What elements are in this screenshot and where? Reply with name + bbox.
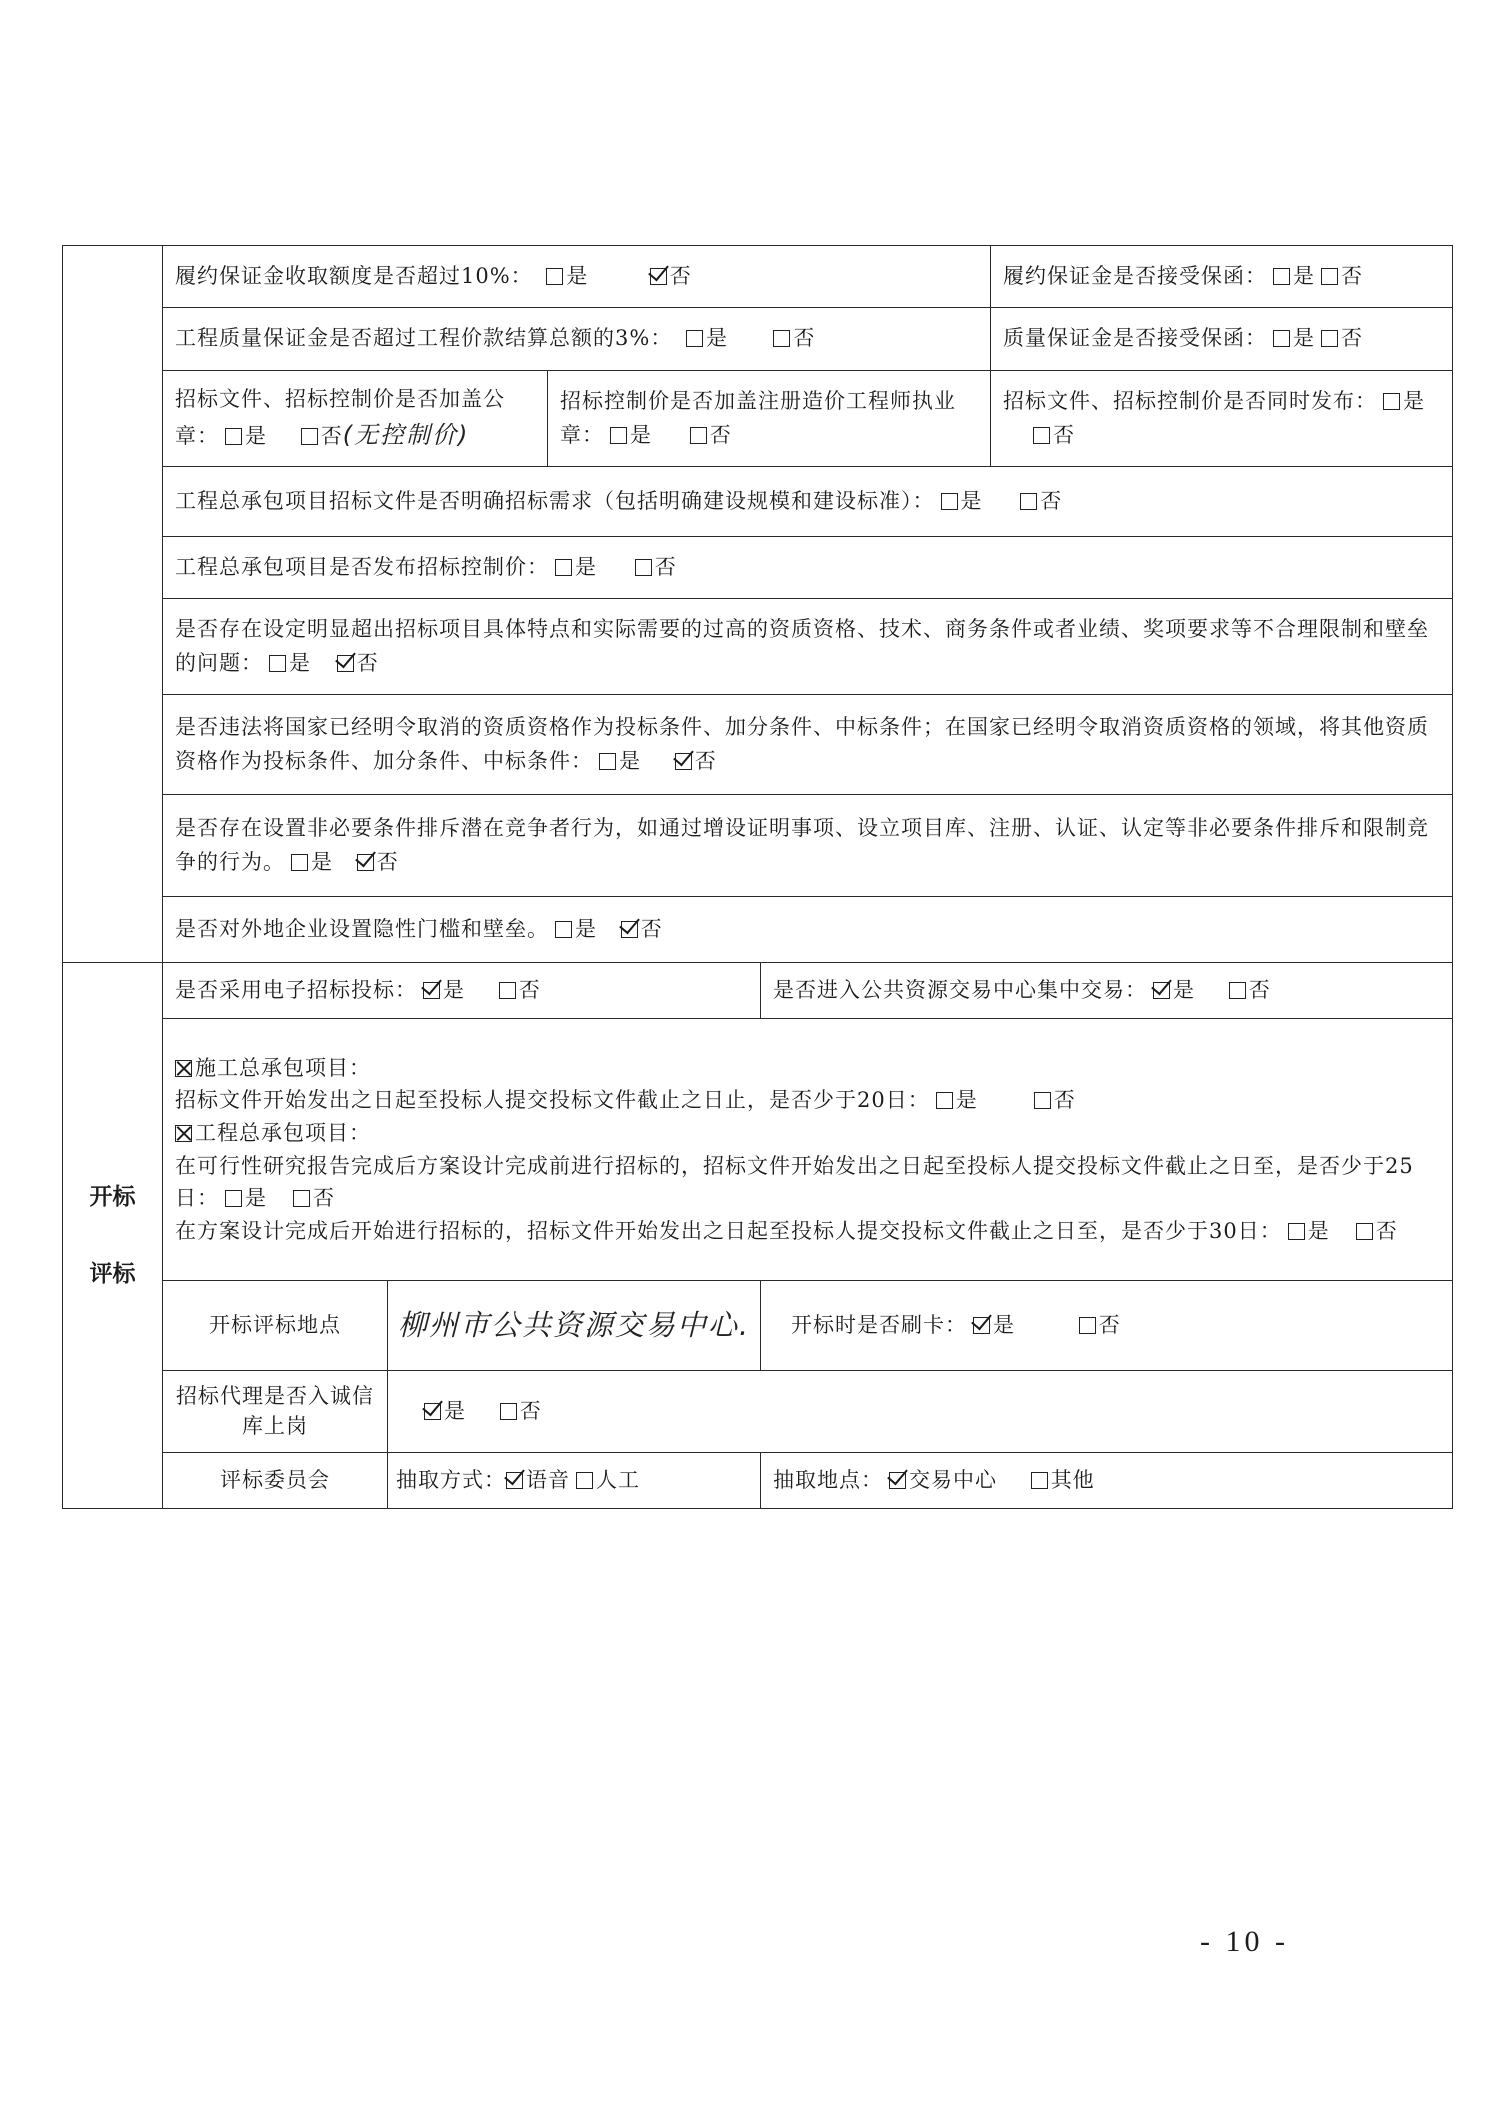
cancelled-no-checkbox[interactable]	[675, 753, 692, 770]
yes-label: 是	[1307, 1218, 1330, 1243]
epc-title: 工程总承包项目：	[195, 1120, 371, 1145]
place-cell	[761, 1453, 1453, 1509]
cost-engineer-cell	[548, 371, 991, 467]
unnecessary-question: 是否存在设置非必要条件排斥潜在竞争者行为，如通过增设证明事项、设立项目库、注册、认证、认定等非必要条件排斥和限制竞争的行为。	[175, 815, 1429, 874]
nonlocal-cell	[163, 897, 1453, 963]
no-label: 否	[1375, 1218, 1398, 1243]
epc-price-row	[63, 537, 1453, 599]
place-other-checkbox[interactable]	[1031, 1472, 1048, 1489]
quality-bond-rate-cell	[163, 308, 991, 371]
yes-label: 是	[1403, 388, 1425, 413]
simultaneous-no-checkbox[interactable]	[1033, 427, 1050, 444]
no-label: 否	[1040, 488, 1063, 513]
nonlocal-question: 是否对外地企业设置隐性门槛和壁垒。	[175, 916, 549, 941]
electronic-row	[63, 963, 1453, 1019]
construction-title: 施工总承包项目：	[195, 1055, 371, 1080]
seal-no-checkbox[interactable]	[301, 428, 318, 445]
place-question: 抽取地点：	[773, 1467, 883, 1492]
method-manual-label: 人工	[596, 1467, 640, 1492]
opening-label-line-2: 评标	[89, 1260, 136, 1287]
yes-label: 是	[444, 1398, 466, 1423]
yes-label: 是	[630, 422, 652, 447]
swipe-yes-checkbox[interactable]	[973, 1317, 990, 1334]
venue-label: 开标评标地点	[209, 1312, 341, 1337]
method-voice-label: 语音	[526, 1467, 570, 1492]
yes-label: 是	[245, 1186, 267, 1211]
no-label: 否	[654, 554, 677, 579]
no-label: 否	[793, 326, 816, 351]
yes-label: 是	[575, 554, 597, 579]
epc-requirements-row	[63, 467, 1453, 537]
epc-q2-no-checkbox[interactable]	[1356, 1223, 1373, 1240]
agent-label: 招标代理是否入诚信库上岗	[176, 1384, 374, 1438]
simultaneous-question: 招标文件、招标控制价是否同时发布：	[1003, 388, 1377, 413]
method-manual-checkbox[interactable]	[576, 1472, 593, 1489]
perf-bond-guarantee-cell	[991, 246, 1453, 308]
deadline-cell	[163, 1019, 1453, 1281]
epc-price-cell	[163, 537, 1453, 599]
center-cell	[761, 963, 1453, 1019]
cancelled-yes-checkbox[interactable]	[599, 753, 616, 770]
epc-requirements-question: 工程总承包项目招标文件是否明确招标需求（包括明确建设规模和建设标准）：	[175, 488, 935, 513]
yes-label: 是	[993, 1312, 1015, 1337]
epc-requirements-no-checkbox[interactable]	[1020, 493, 1037, 510]
yes-label: 是	[289, 650, 311, 675]
yes-label: 是	[245, 424, 267, 449]
no-label: 否	[669, 263, 692, 288]
method-voice-checkbox[interactable]	[506, 1472, 523, 1489]
excessive-no-checkbox[interactable]	[337, 655, 354, 672]
deadline-row	[63, 1019, 1453, 1281]
epc-q1-line	[175, 1150, 1440, 1215]
perf-bond-rate-cell	[163, 246, 991, 308]
no-label: 否	[1341, 263, 1363, 288]
perf-bond-guarantee-no-checkbox[interactable]	[1321, 268, 1338, 285]
no-label: 否	[709, 422, 732, 447]
cost-engineer-question: 招标控制价是否加盖注册造价工程师执业章：	[560, 388, 956, 447]
no-label: 否	[356, 650, 379, 675]
yes-label: 是	[706, 326, 729, 351]
quality-bond-row	[63, 308, 1453, 371]
simultaneous-yes-checkbox[interactable]	[1383, 393, 1400, 410]
opening-label-line-1: 开标	[89, 1183, 136, 1210]
method-question: 抽取方式：	[396, 1467, 506, 1492]
no-label: 否	[640, 916, 663, 941]
seal-yes-checkbox[interactable]	[225, 428, 242, 445]
yes-label: 是	[311, 849, 333, 874]
unnecessary-yes-checkbox[interactable]	[291, 854, 308, 871]
venue-value-cell	[388, 1281, 761, 1371]
simultaneous-cell	[991, 371, 1453, 467]
construction-project-checkbox[interactable]	[175, 1060, 192, 1077]
agent-no-checkbox[interactable]	[500, 1403, 517, 1420]
agent-label-cell	[163, 1371, 388, 1453]
electronic-yes-checkbox[interactable]	[423, 982, 440, 999]
yes-label: 是	[575, 916, 597, 941]
perf-bond-rate-question: 履约保证金收取额度是否超过10%：	[175, 263, 533, 288]
review-table	[62, 245, 1453, 1509]
quality-bond-rate-yes-checkbox[interactable]	[686, 330, 703, 347]
electronic-cell	[163, 963, 761, 1019]
construction-yes-checkbox[interactable]	[936, 1092, 953, 1109]
epc-price-no-checkbox[interactable]	[635, 559, 652, 576]
quality-bond-rate-no-checkbox[interactable]	[773, 330, 790, 347]
quality-bond-guarantee-question: 质量保证金是否接受保函：	[1003, 326, 1267, 351]
yes-label: 是	[443, 977, 465, 1002]
center-question: 是否进入公共资源交易中心集中交易：	[773, 977, 1147, 1002]
swipe-cell	[761, 1281, 1453, 1371]
no-label: 否	[1098, 1312, 1121, 1337]
yes-label: 是	[955, 1088, 978, 1113]
cost-engineer-yes-checkbox[interactable]	[610, 427, 627, 444]
epc-title-line	[175, 1117, 1440, 1150]
excessive-question: 是否存在设定明显超出招标项目具体特点和实际需要的过高的资质资格、技术、商务条件或者业绩、奖项要求等不合理限制和壁垒的问题：	[175, 616, 1429, 675]
construction-no-checkbox[interactable]	[1034, 1092, 1051, 1109]
yes-label: 是	[619, 748, 641, 773]
seal-row	[63, 371, 1453, 467]
unnecessary-row	[63, 795, 1453, 897]
epc-requirements-cell	[163, 467, 1453, 537]
no-label: 否	[519, 1398, 542, 1423]
committee-label: 评标委员会	[220, 1467, 330, 1492]
yes-label: 是	[1173, 977, 1195, 1002]
epc-requirements-yes-checkbox[interactable]	[941, 493, 958, 510]
no-label: 否	[313, 1186, 335, 1211]
yes-label: 是	[1293, 326, 1315, 351]
perf-bond-row	[63, 246, 1453, 308]
place-other-label: 其他	[1050, 1467, 1095, 1492]
no-label: 否	[694, 748, 717, 773]
venue-row	[63, 1281, 1453, 1371]
review-form	[62, 245, 1452, 1509]
committee-row	[63, 1453, 1453, 1509]
epc-q1-yes-checkbox[interactable]	[225, 1190, 242, 1207]
quality-bond-rate-question: 工程质量保证金是否超过工程价款结算总额的3%：	[175, 326, 673, 351]
unnecessary-no-checkbox[interactable]	[357, 854, 374, 871]
quality-bond-guarantee-cell	[991, 308, 1453, 371]
page-number: - 10 -	[1200, 1925, 1289, 1958]
center-yes-checkbox[interactable]	[1153, 982, 1170, 999]
perf-bond-guarantee-yes-checkbox[interactable]	[1273, 268, 1290, 285]
swipe-question: 开标时是否刷卡：	[791, 1312, 967, 1337]
cost-engineer-no-checkbox[interactable]	[690, 427, 707, 444]
no-label: 否	[1053, 1088, 1076, 1113]
cancelled-cell	[163, 695, 1453, 795]
epc-q1: 在可行性研究报告完成后方案设计完成前进行招标的，招标文件开始发出之日起至投标人提交投标文件截止之日至，是否少于25日：	[175, 1153, 1414, 1211]
perf-bond-rate-no-checkbox[interactable]	[650, 268, 667, 285]
construction-question-line	[175, 1084, 1440, 1117]
agent-row	[63, 1371, 1453, 1453]
venue-handwritten-value: 柳州市公共资源交易中心.	[397, 1307, 751, 1342]
no-label: 否	[376, 849, 399, 874]
nonlocal-row	[63, 897, 1453, 963]
agent-options-cell	[388, 1371, 1453, 1453]
construction-question: 招标文件开始发出之日起至投标人提交投标文件截止之日止，是否少于20日：	[175, 1088, 930, 1113]
seal-question: 招标文件、招标控制价是否加盖公章：	[175, 386, 505, 449]
unnecessary-cell	[163, 795, 1453, 897]
quality-bond-guarantee-no-checkbox[interactable]	[1321, 330, 1338, 347]
epc-price-question: 工程总承包项目是否发布招标控制价：	[175, 554, 549, 579]
seal-handwritten-note: (无控制价)	[342, 421, 470, 450]
perf-bond-guarantee-question: 履约保证金是否接受保函：	[1003, 263, 1267, 288]
electronic-no-checkbox[interactable]	[499, 982, 516, 999]
no-label: 否	[1248, 977, 1271, 1002]
epc-q1-no-checkbox[interactable]	[293, 1190, 310, 1207]
excessive-cell	[163, 599, 1453, 695]
excessive-row	[63, 599, 1453, 695]
epc-q2-line	[175, 1215, 1440, 1248]
swipe-no-checkbox[interactable]	[1079, 1317, 1096, 1334]
no-label: 否	[1053, 422, 1075, 447]
cancelled-question: 是否违法将国家已经明令取消的资质资格作为投标条件、加分条件、中标条件；在国家已经明令取消资质资格的领域，将其他资质资格作为投标条件、加分条件、中标条件：	[175, 714, 1429, 773]
no-label: 否	[320, 424, 343, 449]
place-center-label: 交易中心	[909, 1467, 997, 1492]
no-label: 否	[1341, 326, 1363, 351]
electronic-question: 是否采用电子招标投标：	[175, 977, 417, 1002]
nonlocal-no-checkbox[interactable]	[621, 921, 638, 938]
venue-label-cell	[163, 1281, 388, 1371]
yes-label: 是	[566, 263, 589, 288]
agent-yes-checkbox[interactable]	[424, 1403, 441, 1420]
yes-label: 是	[1293, 263, 1315, 288]
quality-bond-guarantee-yes-checkbox[interactable]	[1273, 330, 1290, 347]
epc-q2: 在方案设计完成后开始进行招标的，招标文件开始发出之日起至投标人提交投标文件截止之日至，是否少于30日：	[175, 1218, 1282, 1243]
seal-cell	[163, 371, 548, 467]
nonlocal-yes-checkbox[interactable]	[555, 921, 572, 938]
epc-project-checkbox[interactable]	[175, 1125, 192, 1142]
construction-title-line	[175, 1052, 1440, 1085]
center-no-checkbox[interactable]	[1229, 982, 1246, 999]
epc-price-yes-checkbox[interactable]	[555, 559, 572, 576]
yes-label: 是	[960, 488, 983, 513]
no-label: 否	[518, 977, 541, 1002]
epc-q2-yes-checkbox[interactable]	[1288, 1223, 1305, 1240]
opening-section-label	[63, 963, 163, 1509]
cancelled-row	[63, 695, 1453, 795]
committee-label-cell	[163, 1453, 388, 1509]
section-cell-blank	[63, 246, 163, 963]
method-cell	[388, 1453, 761, 1509]
place-center-checkbox[interactable]	[889, 1472, 906, 1489]
excessive-yes-checkbox[interactable]	[269, 655, 286, 672]
perf-bond-rate-yes-checkbox[interactable]	[546, 268, 563, 285]
